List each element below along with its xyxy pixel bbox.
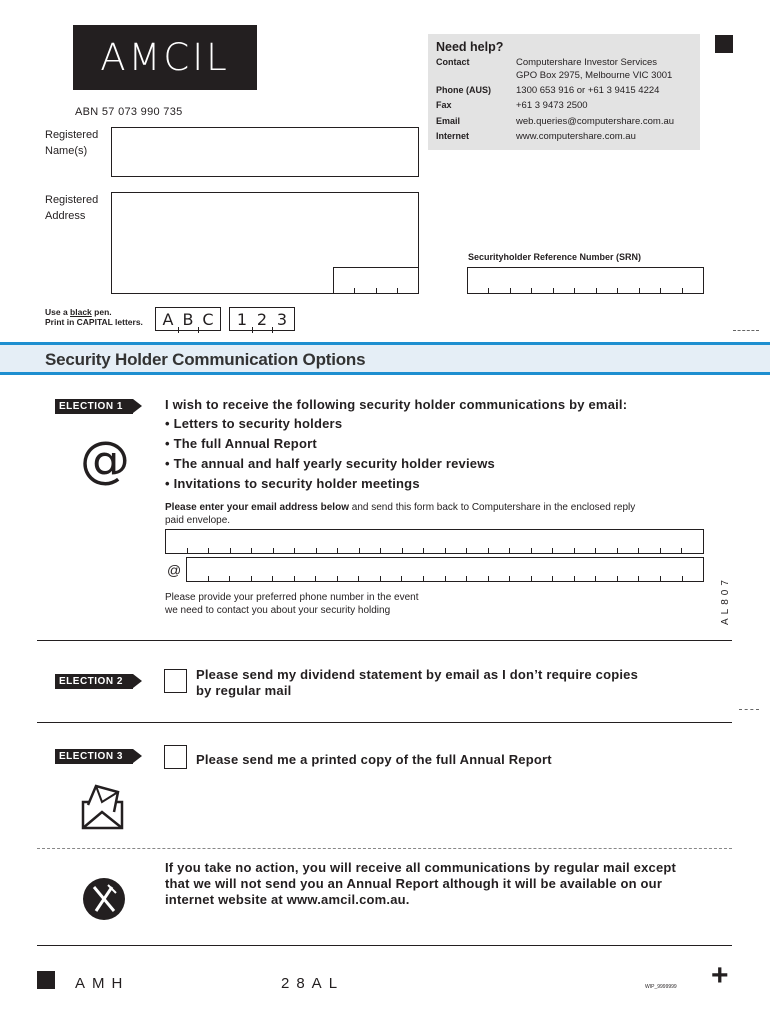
help-value-address: GPO Box 2975, Melbourne VIC 3001 xyxy=(516,70,673,81)
registration-mark xyxy=(715,35,733,53)
postcode-field[interactable] xyxy=(333,267,419,294)
phone-note-line1: Please provide your preferred phone number in the event xyxy=(165,592,419,603)
abn-number: ABN 57 073 990 735 xyxy=(75,106,183,118)
help-label-internet: Internet xyxy=(436,131,470,141)
section-header xyxy=(0,342,770,375)
help-title: Need help? xyxy=(436,40,504,54)
election-2-checkbox[interactable] xyxy=(164,669,187,693)
list-item: • The full Annual Report xyxy=(165,434,495,454)
election-2-tag: ELECTION 2 xyxy=(55,674,133,689)
help-value-fax: +61 3 9473 2500 xyxy=(516,100,588,111)
registered-name-label-line1: Registered xyxy=(45,129,99,141)
phone-note-line2: we need to contact you about your security holding xyxy=(165,605,391,616)
srn-field[interactable] xyxy=(467,267,704,294)
pen-note-post: pen. xyxy=(91,307,112,317)
list-item: • The annual and half yearly security holder reviews xyxy=(165,454,495,474)
list-item: • Invitations to security holder meetings xyxy=(165,474,495,494)
election-1-bullets xyxy=(165,414,495,494)
no-action-line2: that we will not send you an Annual Report although it will be available on our xyxy=(165,876,663,891)
help-label-fax: Fax xyxy=(436,100,452,110)
sample-letter: A xyxy=(162,309,174,329)
list-item: • Letters to security holders xyxy=(165,414,495,434)
registered-name-label xyxy=(45,127,98,159)
help-value-internet[interactable]: www.computershare.com.au xyxy=(516,131,636,142)
help-label-contact: Contact xyxy=(436,57,470,67)
election-1-heading: I wish to receive the following security holder communications by email: xyxy=(165,397,628,412)
sample-digits-box xyxy=(229,307,295,331)
cut-mark xyxy=(739,709,759,710)
section-title: Security Holder Communication Options xyxy=(45,350,366,369)
pen-note-capitals: Print in CAPITAL letters. xyxy=(45,317,143,327)
no-action-icon xyxy=(82,877,126,921)
election-1-tag: ELECTION 1 xyxy=(55,399,133,414)
email-note-bold: Please enter your email address below xyxy=(165,502,349,513)
registered-address-label xyxy=(45,192,98,224)
help-value-email[interactable]: web.queries@computershare.com.au xyxy=(516,116,675,127)
registered-name-field[interactable] xyxy=(111,127,419,177)
election-2-text-line2: by regular mail xyxy=(196,683,292,698)
email-note-rest: and send this form back to Computershare in the enclosed reply xyxy=(348,502,636,513)
cut-mark xyxy=(733,330,759,331)
email-note-line2: paid envelope. xyxy=(165,515,231,526)
footer-mark xyxy=(37,971,55,989)
sample-letter: C xyxy=(198,310,218,329)
divider xyxy=(37,722,732,723)
no-action-line1: If you take no action, you will receive all communications by regular mail except xyxy=(165,860,677,875)
email-instructions xyxy=(165,501,735,527)
sample-letters-box xyxy=(155,307,221,331)
srn-label: Securityholder Reference Number (SRN) xyxy=(468,252,642,262)
pen-instructions xyxy=(45,307,143,327)
footer-center-code: 28AL xyxy=(281,975,345,992)
help-label-email: Email xyxy=(436,116,461,126)
no-action-text xyxy=(165,860,676,908)
registered-name-label-line2: Name(s) xyxy=(45,145,88,157)
election-2-text xyxy=(196,667,638,699)
sample-digit: 2 xyxy=(252,310,272,329)
envelope-icon xyxy=(80,780,126,832)
pen-note-pre: Use a xyxy=(45,307,71,317)
email-field-line-2[interactable] xyxy=(186,557,704,582)
divider xyxy=(37,945,732,946)
registered-address-label-line1: Registered xyxy=(45,194,99,206)
divider xyxy=(37,640,732,641)
sample-digit: 3 xyxy=(272,310,292,329)
phone-note xyxy=(165,591,419,617)
footer-tiny-code: WIP_9999999 xyxy=(645,984,677,990)
footer-left-code: AMH xyxy=(75,975,130,992)
divider xyxy=(37,848,732,849)
help-value-phone: 1300 653 916 or +61 3 9415 4224 xyxy=(516,85,660,96)
email-field-line-1[interactable] xyxy=(165,529,704,554)
help-value-contact: Computershare Investor Services xyxy=(516,57,657,68)
help-box xyxy=(428,34,700,150)
election-3-tag: ELECTION 3 xyxy=(55,749,133,764)
at-icon: @ xyxy=(80,431,130,489)
email-at-icon: @ xyxy=(167,562,182,578)
help-label-phone: Phone (AUS) xyxy=(436,85,491,95)
amcil-logo: AMCIL xyxy=(73,25,257,90)
registered-address-label-line2: Address xyxy=(45,210,86,222)
crop-plus-mark: + xyxy=(711,959,729,992)
pen-note-black: black xyxy=(70,307,92,317)
election-2-text-line1: Please send my dividend statement by email as I don’t require copies xyxy=(196,667,639,682)
sample-digit: 1 xyxy=(236,309,248,329)
side-code: AL807 xyxy=(720,576,731,625)
election-3-text: Please send me a printed copy of the full Annual Report xyxy=(196,752,552,767)
sample-letter: B xyxy=(178,310,198,329)
election-3-checkbox[interactable] xyxy=(164,745,187,769)
no-action-line3: internet website at www.amcil.com.au. xyxy=(165,892,410,907)
